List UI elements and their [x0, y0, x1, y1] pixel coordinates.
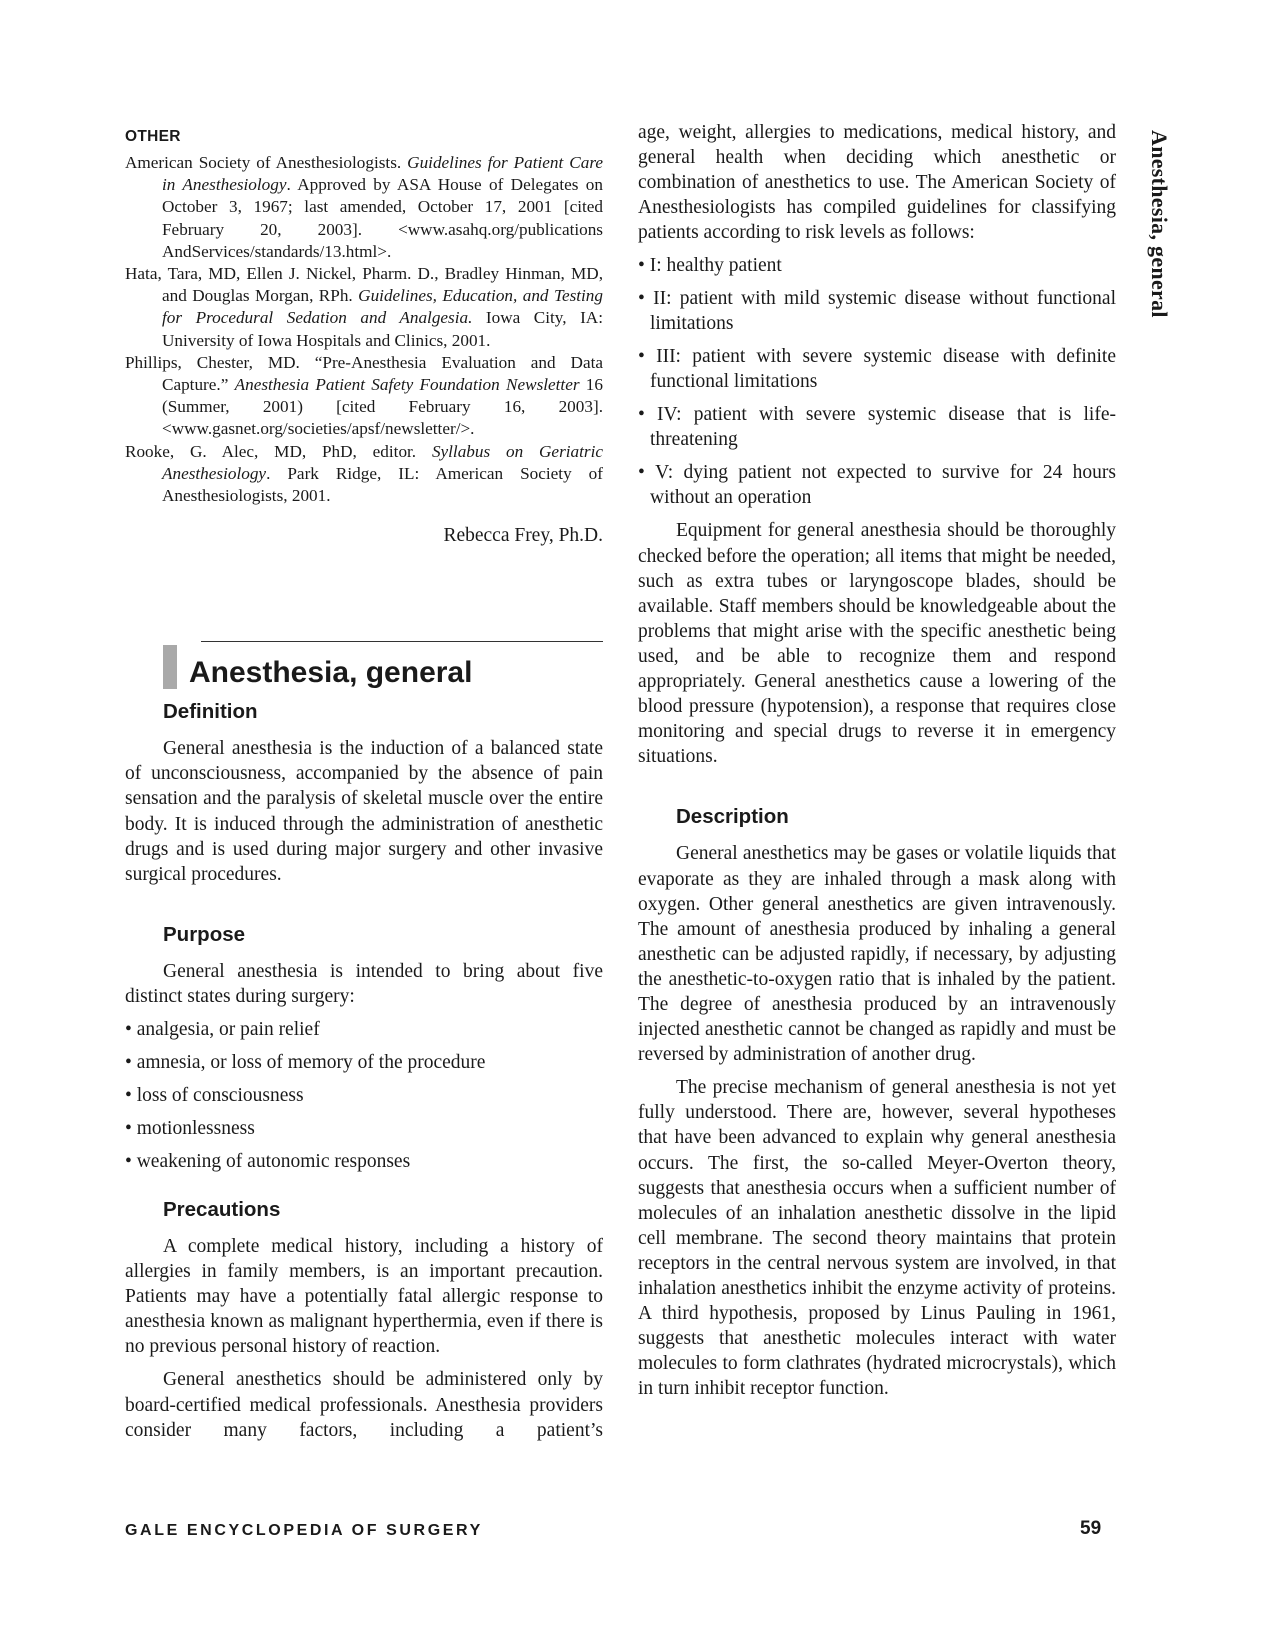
reference-title: Syllabus on Geriatric Anesthesiology: [162, 441, 603, 483]
purpose-list: [125, 1017, 603, 1174]
list-item: • IV: patient with severe systemic disease that is life-threatening: [638, 402, 1116, 452]
list-item: • weakening of autonomic responses: [125, 1149, 603, 1174]
precautions-heading: Precautions: [163, 1198, 281, 1221]
list-item: • III: patient with severe systemic disease with definite functional limitations: [638, 344, 1116, 394]
author-signature: Rebecca Frey, Ph.D.: [443, 525, 603, 547]
equipment-paragraph: Equipment for general anesthesia should be thoroughly checked before the operation; all items that might be needed, such as extra tubes or laryngoscope blades, should be available. Staff members should be knowledgeable about the problems that might arise with the specific anesthetic being used, and be able to recognize them and respond appropriately. General anesthetics cause a lowering of the blood pressure (hypotension), a response that requires close monitoring and special drugs to reverse it in emergency situations.: [638, 520, 1116, 768]
definition-text: General anesthesia is the induction of a balanced state of unconsciousness, accompanied by the absence of pain sensation and the paralysis of skeletal muscle over the entire body. It is induced through the administration of anesthetic drugs and is used during major surgery and other invasive surgical procedures.: [125, 738, 603, 885]
list-item: • V: dying patient not expected to survive for 24 hours without an operation: [638, 460, 1116, 510]
precautions-paragraph: A complete medical history, including a history of allergies in family members, is an important precaution. Patients may have a potentially fatal allergic response to anesthesia known as malignant hyperthermia, even if there is no previous personal history of reaction.: [125, 1236, 603, 1358]
reference-text: Rooke, G. Alec, MD, PhD, editor.: [125, 441, 432, 461]
description-paragraph: General anesthetics may be gases or volatile liquids that evaporate as they are inhaled through a mask along with oxygen. Other general anesthetics are given intravenously. The amount of anesthesia produced by inhaling a general anesthetic can be adjusted rapidly, if necessary, by adjusting the anesthetic-to-oxygen ratio that is inhaled by the patient. The degree of anesthesia produced by an intravenously injected anesthetic cannot be changed as rapidly and must be reversed by administration of another drug.: [638, 843, 1116, 1066]
reference-text: 16 (Summer, 2001) [cited February 16, 2003]. <www.gasnet.org/societies/apsf/newsletter/>.: [162, 375, 603, 439]
precautions-continued: age, weight, allergies to medications, medical history, and general health when deciding which anesthetic or combination of anesthetics to use. The American Society of Anesthesiologists has compiled guidelines for classifying patients according to risk levels as follows:: [638, 122, 1116, 244]
description-paragraph: The precise mechanism of general anesthesia is not yet fully understood. There are, however, several hypotheses that have been advanced to explain why general anesthesia occurs. The first, the so-called Meyer-Overton theory, suggests that anesthesia occurs when a sufficient number of molecules of an inhalation anesthetic dissolve in the lipid cell membrane. The second theory maintains that protein receptors in the central nervous system are involved, in that inhalation anesthetics inhibit the enzyme activity of proteins. A third hypothesis, proposed by Linus Pauling in 1961, suggests that anesthetic molecules interact with water molecules to form clathrates (hydrated microcrystals), which in turn inhibit receptor function.: [638, 1077, 1116, 1400]
precautions-paragraph: General anesthetics should be administered only by board-certified medical professionals. Anesthesia providers consider many factors, including a patient’s: [125, 1369, 603, 1441]
description-heading: Description: [676, 805, 789, 829]
list-item: • I: healthy patient: [638, 253, 1116, 278]
reference-title: Anesthesia Patient Safety Foundation Newsletter: [234, 375, 580, 395]
right-column: [638, 120, 1116, 1409]
reference-title: Guidelines, Education, and Testing for Procedural Sedation and Analgesia.: [162, 286, 603, 328]
reference-title: Guidelines for Patient Care in Anesthesiology: [162, 153, 604, 195]
references-heading: OTHER: [125, 128, 181, 145]
entry-title: Anesthesia, general: [189, 656, 473, 690]
page-number: 59: [1080, 1518, 1102, 1539]
purpose-heading: Purpose: [163, 922, 246, 946]
reference-text: American Society of Anesthesiologists.: [125, 153, 408, 172]
title-accent-bar: [163, 645, 177, 689]
list-item: • analgesia, or pain relief: [125, 1017, 603, 1042]
reference-text: . Approved by ASA House of Delegates on October 3, 1967; last amended, October 17, 2001 [cited February 20, 2003]. <www.asahq.org/publications AndServices/standards/13.html>.: [162, 175, 603, 261]
title-rule: [201, 641, 603, 642]
reference-item: [125, 441, 603, 508]
entry-header: [125, 641, 603, 690]
left-column: [125, 120, 603, 1451]
list-item: • loss of consciousness: [125, 1083, 603, 1108]
list-item: • motionlessness: [125, 1116, 603, 1141]
reference-item: [125, 263, 603, 352]
section-side-tab: Anesthesia, general: [1147, 130, 1172, 318]
reference-item: [125, 352, 603, 441]
reference-item: [125, 152, 603, 263]
definition-heading: Definition: [163, 700, 258, 724]
risk-level-list: [638, 253, 1116, 510]
list-item: • II: patient with mild systemic disease without functional limitations: [638, 286, 1116, 336]
publication-title: GALE ENCYCLOPEDIA OF SURGERY: [125, 1522, 483, 1539]
reference-text: Hata, Tara, MD, Ellen J. Nickel, Pharm. D., Bradley Hinman, MD, and Douglas Morgan, RPh.: [125, 264, 603, 306]
reference-text: . Park Ridge, IL: American Society of Anesthesiologists, 2001.: [162, 463, 603, 506]
list-item: • amnesia, or loss of memory of the procedure: [125, 1050, 603, 1075]
reference-text: Phillips, Chester, MD. “Pre-Anesthesia Evaluation and Data Capture.”: [125, 352, 603, 395]
reference-text: Iowa City, IA: University of Iowa Hospitals and Clinics, 2001.: [162, 308, 603, 350]
purpose-text: General anesthesia is intended to bring about five distinct states during surgery:: [125, 960, 603, 1007]
